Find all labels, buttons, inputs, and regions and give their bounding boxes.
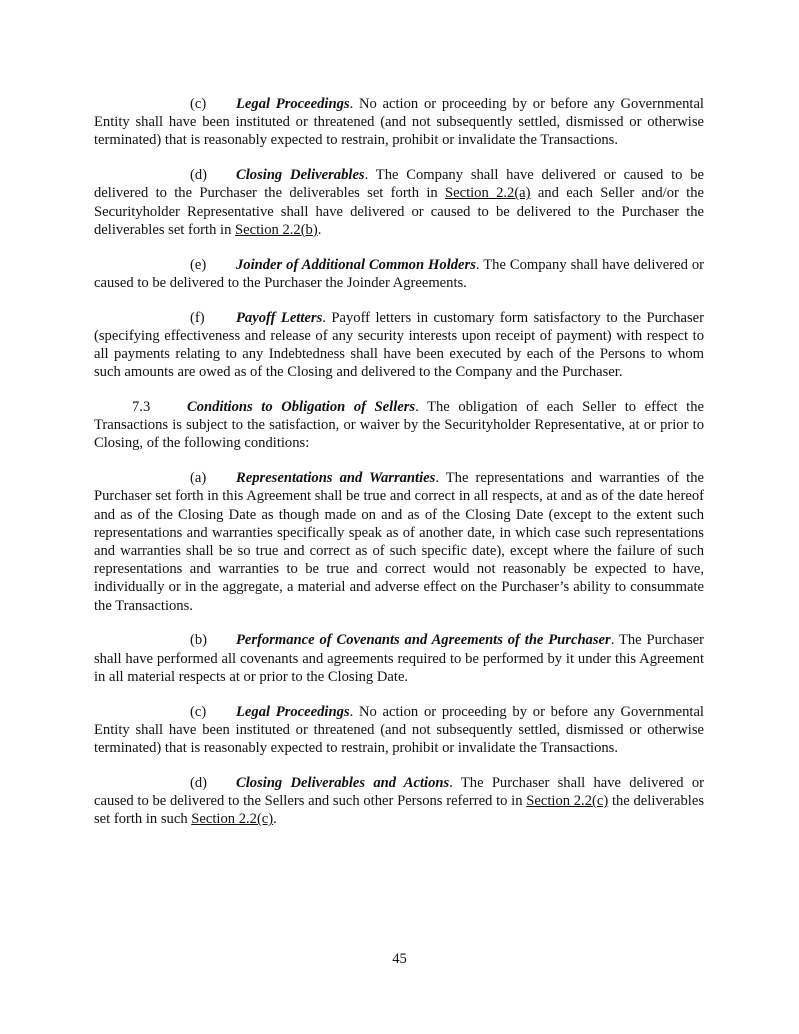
paragraph-heading: Closing Deliverables xyxy=(236,167,365,184)
paragraph-label: (c) xyxy=(190,703,207,720)
paragraph-text: . No action or proceeding by or before any Governmental Entity shall have been instituted or threatened (and not subsequently settled, dismissed or otherwise terminated) that is reasonably expected to restrain, prohibit or invalidate the Transactions. xyxy=(94,96,704,149)
paragraph-heading: Payoff Letters xyxy=(236,309,323,326)
paragraph-7-3b-performance xyxy=(94,631,704,686)
paragraph-7-2d-closing-deliverables xyxy=(94,166,704,239)
paragraph-text: . Payoff letters in customary form satisfactory to the Purchaser (specifying effectiveness and release of any security interests upon receipt of payment) with respect to all payments relating to any Indebtedness shall have been executed by each of the Persons to whom such amounts are owed as of the Closing and delivered to the Company and the Purchaser. xyxy=(94,309,704,381)
paragraph-heading: Legal Proceedings xyxy=(236,703,350,720)
paragraph-text: . The Company shall have delivered or caused to be delivered to the Purchaser the deliverables set forth in xyxy=(94,167,704,202)
document-page xyxy=(94,95,704,845)
paragraph-text: . The obligation of each Seller to effect the Transactions is subject to the satisfaction, or waiver by the Securityholder Representative, at or prior to Closing, of the following conditions: xyxy=(94,399,704,452)
paragraph-text: . The Purchaser shall have performed all covenants and agreements required to be performed by it under this Agreement in all material respects at or prior to the Closing Date. xyxy=(94,632,704,685)
paragraph-text: the deliverables set forth in such xyxy=(94,793,705,828)
section-reference: Section 2.2(a) xyxy=(445,185,531,202)
paragraph-text: . xyxy=(273,811,277,828)
paragraph-heading: Legal Proceedings xyxy=(236,96,350,112)
paragraph-text: . The Purchaser shall have delivered or caused to be delivered to the Sellers and such other Persons referred to in xyxy=(94,774,704,810)
paragraph-text: . xyxy=(317,221,322,238)
paragraph-label: (f) xyxy=(190,309,205,326)
paragraph-heading: Closing Deliverables and Actions xyxy=(236,774,450,791)
page-number: 45 xyxy=(392,951,407,967)
paragraph-heading: Joinder of Additional Common Holders xyxy=(236,256,476,273)
paragraph-7-2f-payoff-letters xyxy=(94,309,704,382)
paragraph-7-3c-legal-proceedings xyxy=(94,703,704,758)
paragraph-7-3a-representations xyxy=(94,469,704,615)
paragraph-7-3d-closing-deliverables xyxy=(94,774,704,829)
section-7-3-conditions xyxy=(94,398,704,453)
paragraph-label: (b) xyxy=(190,632,208,649)
paragraph-7-2c-legal-proceedings xyxy=(94,95,704,150)
section-heading: Conditions to Obligation of Sellers xyxy=(187,399,416,416)
section-reference: Section 2.2(c) xyxy=(526,793,609,810)
paragraph-7-2e-joinder xyxy=(94,256,704,292)
paragraph-text: . The Company shall have delivered or caused to be delivered to the Purchaser the Joinder Agreements. xyxy=(94,256,704,291)
paragraph-text: and each Seller and/or the Securityholder Representative shall have delivered or caused to be delivered to the Purchaser the deliverables set forth in xyxy=(94,185,704,238)
paragraph-heading: Representations and Warranties xyxy=(236,470,436,487)
paragraph-label: (e) xyxy=(190,256,207,273)
paragraph-label: (c) xyxy=(190,96,207,112)
paragraph-label: (d) xyxy=(190,167,208,184)
section-label: 7.3 xyxy=(132,399,151,416)
section-reference: Section 2.2(b) xyxy=(235,221,318,238)
paragraph-label: (d) xyxy=(190,774,208,791)
paragraph-text: . No action or proceeding by or before any Governmental Entity shall have been instituted or threatened (and not subsequently settled, dismissed or otherwise terminated) that is reasonably expected to restrain, prohibit or invalidate the Transactions. xyxy=(94,703,704,757)
paragraph-text: . The representations and warranties of the Purchaser set forth in this Agreement shall be true and correct in all respects, at and as of the date hereof and as of the Closing Date as though made on and as of the Closing Date (except to the extent such representations and warranties specifically speak as of another date, in which case such representations and warranties shall be so true and correct as of such specific date), except where the failure of such representations and warranties to be true and correct would not reasonably be expected to have, individually or in the aggregate, a material and adverse effect on the Purchaser’s ability to consummate the Transactions. xyxy=(94,470,704,614)
section-reference: Section 2.2(c) xyxy=(191,811,274,828)
paragraph-label: (a) xyxy=(190,470,207,487)
paragraph-heading: Performance of Covenants and Agreements of the Purchaser xyxy=(236,632,611,649)
